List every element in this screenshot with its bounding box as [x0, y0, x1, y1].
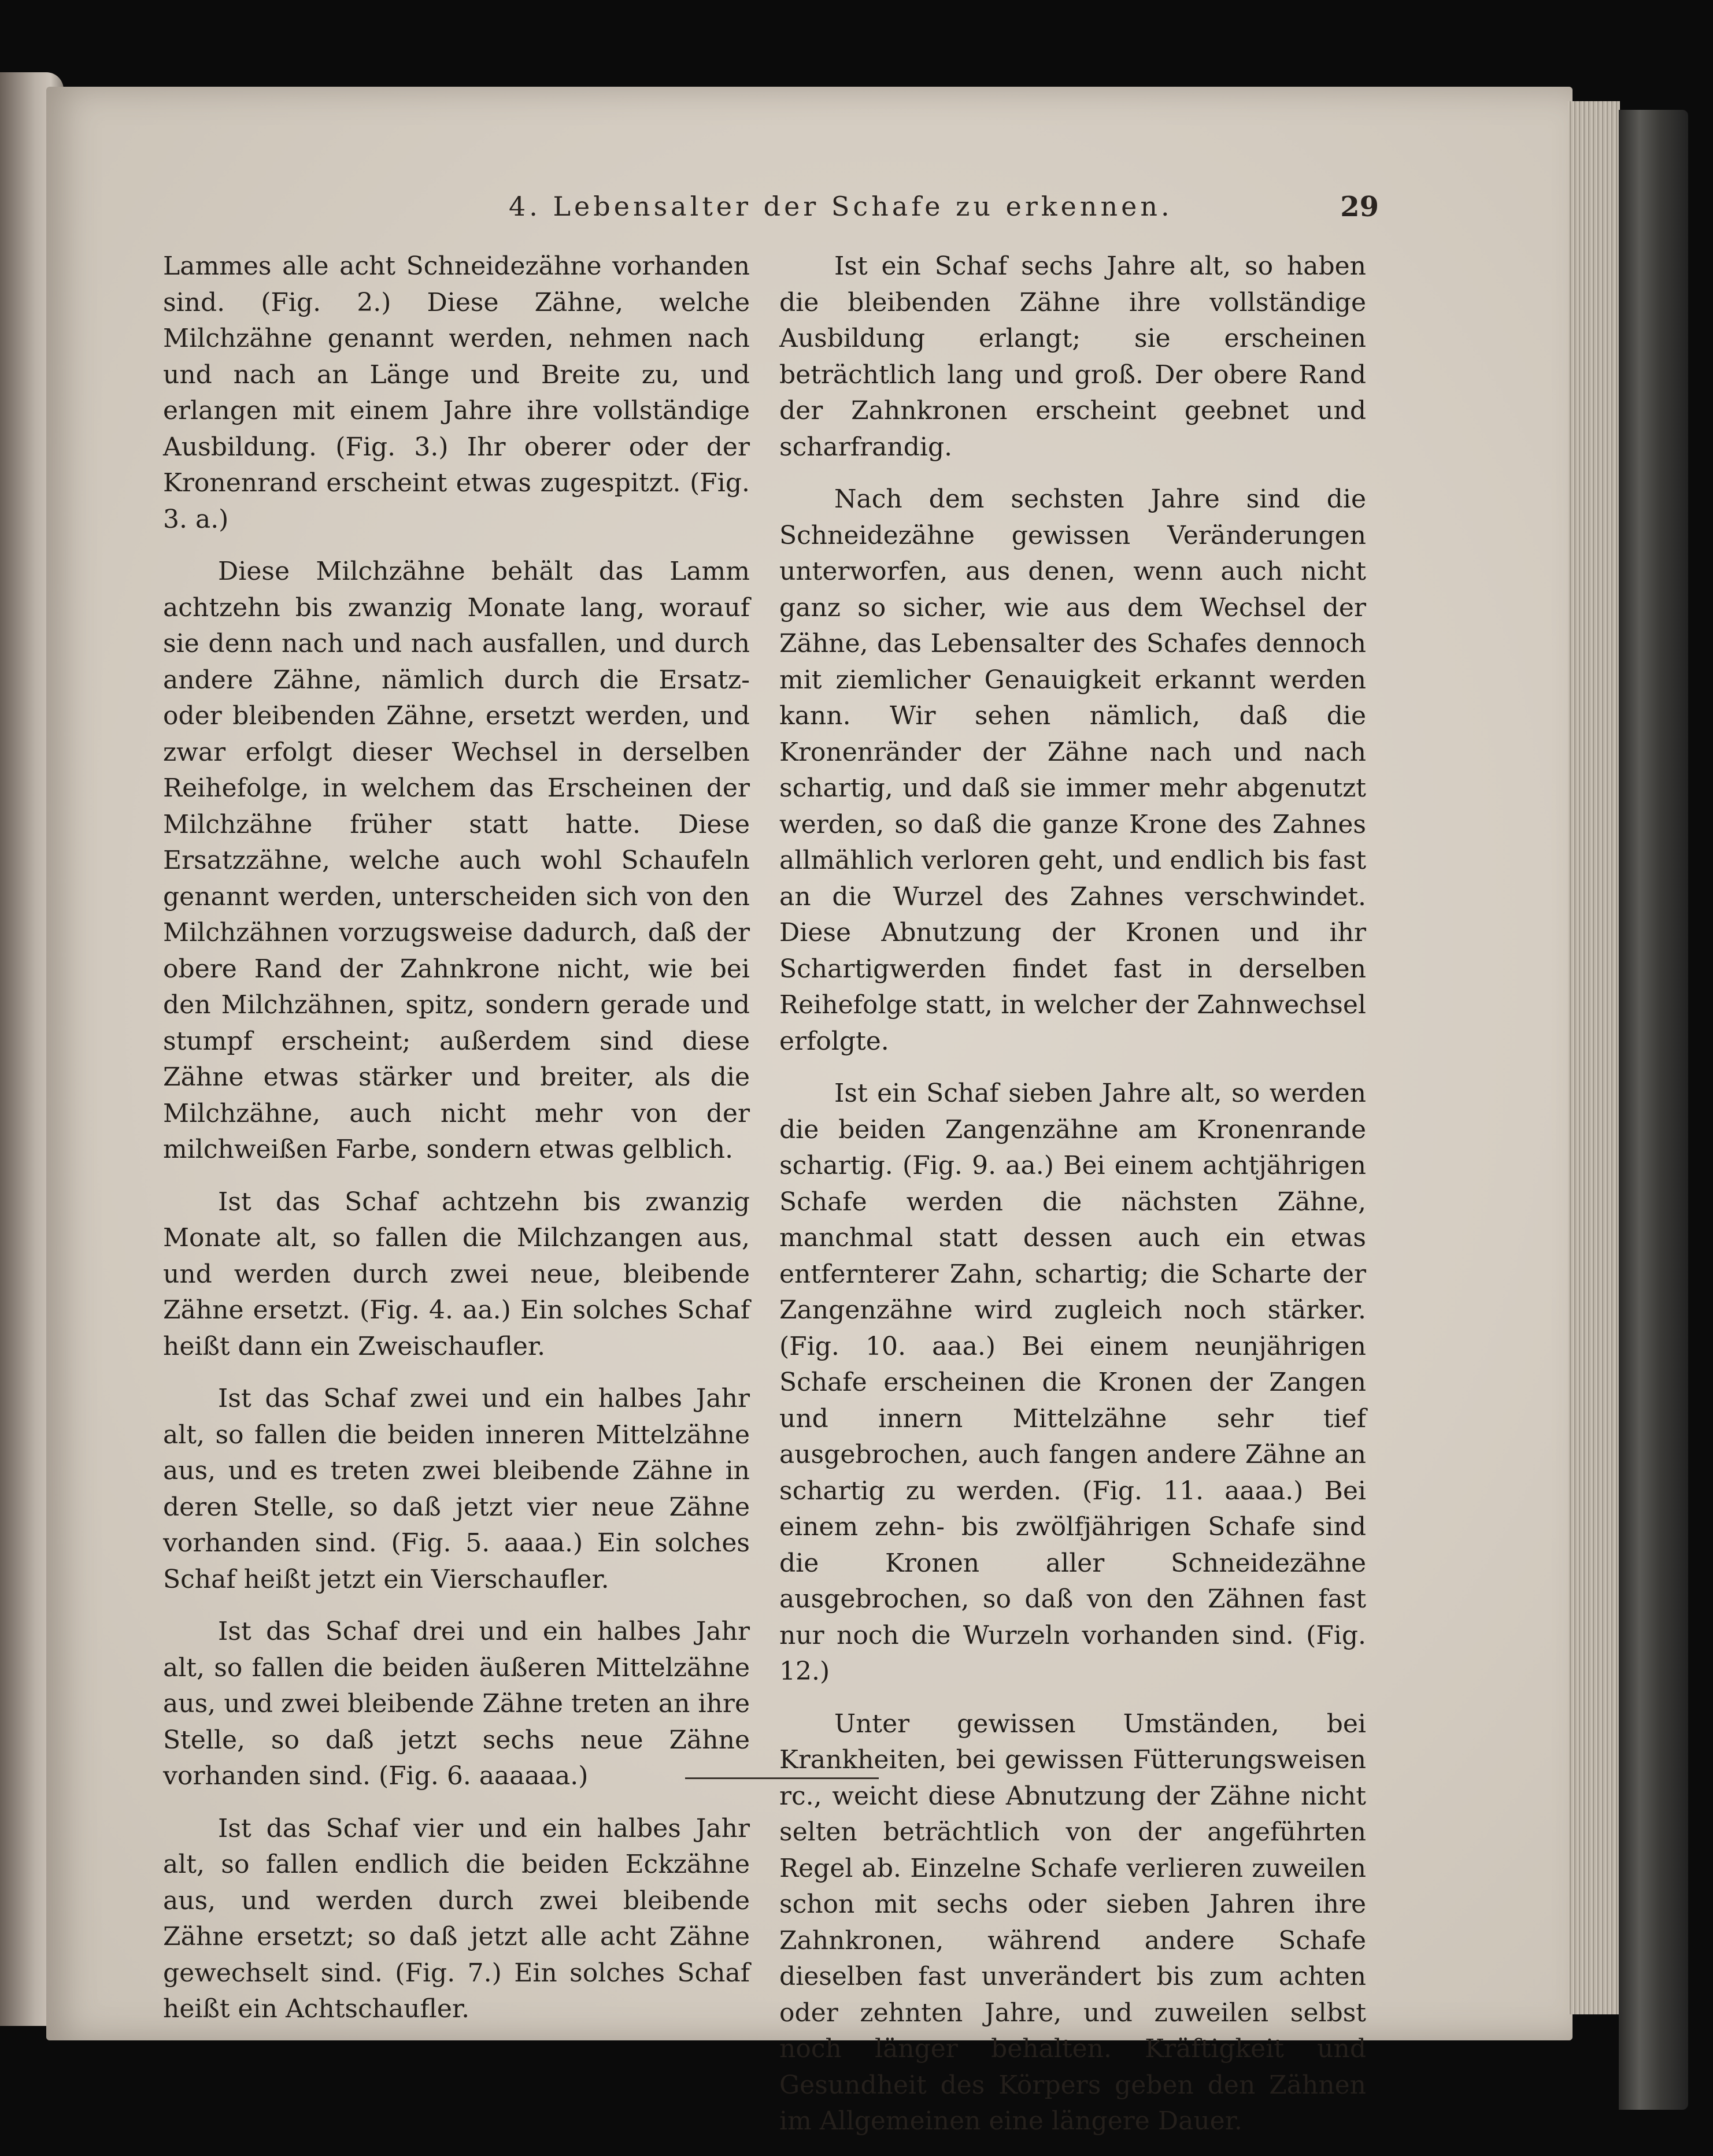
section-end-rule: [685, 1777, 879, 1779]
paragraph: Nach dem sechsten Jahre sind die Schneidezähne gewissen Veränderungen unterworfen, aus denen, wenn auch nicht ganz so sicher, wie aus dem Wechsel der Zähne, das Lebensalter des Schafes dennoch mit ziemlicher Genauigkeit erkannt werden kann. Wir sehen nämlich, daß die Kronenränder der Zähne nach und nach schartig, und daß sie immer mehr abgenutzt werden, so daß die ganze Krone des Zahnes allmählich verloren geht, und endlich bis fast an die Wurzel des Zahnes verschwindet. Diese Abnutzung der Kronen und ihr Schartigwerden findet fast in derselben Reihefolge statt, in welcher der Zahnwechsel erfolgte.: [779, 484, 1366, 1056]
paragraph: Ist das Schaf achtzehn bis zwanzig Monate alt, so fallen die Milchzangen aus, und werden durch zwei neue, bleibende Zähne ersetzt. (Fig. 4. aa.) Ein solches Schaf heißt dann ein Zweischaufler.: [163, 1187, 750, 1361]
paragraph: Ist das Schaf vier und ein halbes Jahr alt, so fallen endlich die beiden Eckzähne aus, und werden durch zwei bleibende Zähne ersetzt; so daß jetzt alle acht Zähne gewechselt sind. (Fig. 7.) Ein solches Schaf heißt ein Achtschaufler.: [163, 1813, 750, 2024]
paragraph: Ist ein Schaf sechs Jahre alt, so haben die bleibenden Zähne ihre vollständige Ausbildung erlangt; sie erscheinen beträchtlich lang und groß. Der obere Rand der Zahnkronen erscheint geebnet und scharfrandig.: [779, 251, 1366, 462]
page-number: 29: [1340, 191, 1379, 223]
paragraph: Ist das Schaf zwei und ein halbes Jahr alt, so fallen die beiden inneren Mittelzähne aus, und es treten zwei bleibende Zähne in deren Stelle, so daß jetzt vier neue Zähne vorhanden sind. (Fig. 5. aaaa.) Ein solches Schaf heißt jetzt ein Vierschaufler.: [163, 1384, 750, 1594]
paragraph: Ist das Schaf drei und ein halbes Jahr alt, so fallen die beiden äußeren Mittelzähne aus, und zwei bleibende Zähne treten an ihre Stelle, so daß jetzt sechs neue Zähne vorhanden sind. (Fig. 6. aaaaaa.): [163, 1617, 750, 1791]
paragraph: Unter gewissen Umständen, bei Krankheiten, bei gewissen Fütterungsweisen rc., weicht diese Abnutzung der Zähne nicht selten beträchtlich von der angeführten Regel ab. Einzelne Schafe verlieren zuweilen schon mit sechs oder sieben Jahren ihre Zahnkronen, während andere Schafe dieselben fast unverändert bis zum achten oder zehnten Jahre, und zuweilen selbst noch länger behalten. Kräftigkeit und Gesundheit des Körpers geben den Zähnen im Allgemeinen eine längere Dauer.: [779, 1709, 1366, 2136]
left-column: [163, 249, 750, 2044]
paragraph: Lammes alle acht Schneidezähne vorhanden sind. (Fig. 2.) Diese Zähne, welche Milchzähne genannt werden, nehmen nach und nach an Länge und Breite zu, und erlangen mit einem Jahre ihre vollständige Ausbildung. (Fig. 3.) Ihr oberer oder der Kronenrand erscheint etwas zugespitzt. (Fig. 3. a.): [163, 251, 750, 534]
running-title: 4. Lebensalter der Schafe zu erkennen.: [509, 191, 1173, 222]
right-column: [779, 249, 1366, 2156]
page-block-edges: [1568, 101, 1620, 2014]
paragraph: Ist ein Schaf sieben Jahre alt, so werden die beiden Zangenzähne am Kronenrande schartig. (Fig. 9. aa.) Bei einem achtjährigen Schafe werden die nächsten Zähne, manchmal statt dessen auch ein etwas entfernterer Zahn, schartig; die Scharte der Zangenzähne wird zugleich noch stärker. (Fig. 10. aaa.) Bei einem neunjährigen Schafe erscheinen die Kronen der Zangen und innern Mittelzähne sehr tief ausgebrochen, auch fangen andere Zähne an schartig zu werden. (Fig. 11. aaaa.) Bei einem zehn- bis zwölfjährigen Schafe sind die Kronen aller Schneidezähne ausgebrochen, so daß von den Zähnen fast nur noch die Wurzeln vorhanden sind. (Fig. 12.): [779, 1079, 1366, 1686]
paragraph: Diese Milchzähne behält das Lamm achtzehn bis zwanzig Monate lang, worauf sie denn nach und nach ausfallen, und durch andere Zähne, nämlich durch die Ersatz- oder bleibenden Zähne, ersetzt werden, und zwar erfolgt dieser Wechsel in derselben Reihefolge, in welchem das Erscheinen der Milchzähne früher statt hatte. Diese Ersatzzähne, welche auch wohl Schaufeln genannt werden, unterscheiden sich von den Milchzähnen vorzugsweise dadurch, daß der obere Rand der Zahnkrone nicht, wie bei den Milchzähnen, spitz, sondern gerade und stumpf erscheint; außerdem sind diese Zähne etwas stärker und breiter, als die Milchzähne, auch nicht mehr von der milchweißen Farbe, sondern etwas gelblich.: [163, 557, 750, 1164]
book-cover: [1619, 110, 1688, 2110]
